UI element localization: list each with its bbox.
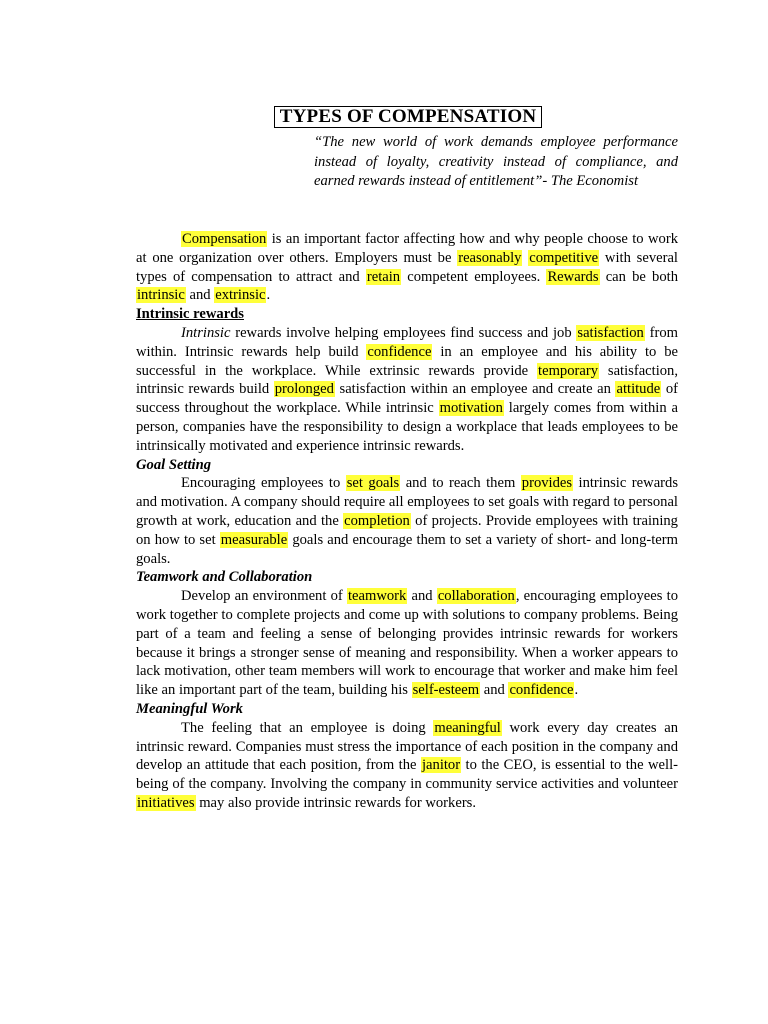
intro-paragraph: Compensation is an important factor affecting how and why people choose to work at one organization over others. Employers must be reasonably competitive with several types of compensation to attract and retain competent employees. Rewards can be both intrinsic and extrinsic. — [136, 231, 678, 304]
highlight: prolonged — [274, 381, 334, 398]
subheading-goal-setting: Goal Setting — [136, 456, 212, 473]
highlight: attitude — [616, 381, 661, 398]
highlight: motivation — [439, 400, 503, 417]
highlight: collaboration — [437, 588, 515, 605]
goal-paragraph: Encouraging employees to set goals and to reach them provides intrinsic rewards and motivation. A company should require all employees to set goals with regard to personal growth at work, education and the completion of projects. Provide employees with training on how to set measurable goals and encourage them to set a variety of short- and long-term goals. — [136, 475, 679, 567]
highlight: meaningful — [434, 719, 501, 736]
highlight: Rewards — [547, 268, 599, 285]
meaningful-paragraph: The feeling that an employee is doing meaningful work every day creates an intrinsic reward. Companies must stress the importance of each position in the company and develop an attitude that each position, from the janitor to the CEO, is essential to the well-being of the company. Involving the company in community service activities and volunteer initiatives may also provide intrinsic rewards for workers. — [136, 719, 679, 811]
document-body — [136, 230, 678, 813]
highlight: provides — [521, 475, 573, 492]
subheading-teamwork: Teamwork and Collaboration — [136, 569, 313, 586]
highlight: completion — [344, 512, 410, 529]
highlight: extrinsic — [215, 287, 266, 304]
highlight: competitive — [529, 249, 599, 266]
highlight: initiatives — [137, 794, 195, 811]
highlight: satisfaction — [577, 324, 644, 341]
highlight: confidence — [509, 682, 574, 699]
document-title: TYPES OF COMPENSATION — [274, 106, 542, 128]
highlight: teamwork — [347, 588, 407, 605]
highlight: confidence — [367, 343, 432, 360]
highlight: reasonably — [458, 249, 522, 266]
subheading-meaningful-work: Meaningful Work — [136, 700, 243, 717]
highlight: self-esteem — [412, 682, 480, 699]
highlight: set goals — [346, 475, 400, 492]
intrinsic-paragraph: Intrinsic rewards involve helping employees find success and job satisfaction from within. Intrinsic rewards help build confidence in an employee and his ability to be successful in the workplace. While extrinsic rewards provide temporary satisfaction, intrinsic rewards build prolonged satisfaction within an employee and create an attitude of success throughout the workplace. While intrinsic motivation largely comes from within a person, companies have the responsibility to design a workplace that leads employees to be intrinsically motivated and experience intrinsic rewards. — [136, 324, 679, 454]
highlight: intrinsic — [137, 287, 185, 304]
section-heading-intrinsic: Intrinsic rewards — [136, 306, 244, 323]
epigraph-quote: “The new world of work demands employee performance instead of loyalty, creativity instead of compliance, and earned rewards instead of entitlement”- The Economist — [314, 134, 678, 190]
highlight: temporary — [538, 362, 599, 379]
teamwork-paragraph: Develop an environment of teamwork and collaboration, encouraging employees to work together to complete projects and come up with solutions to company problems. Being part of a team and feeling a sense of belonging provides intrinsic rewards for workers because it brings a stronger sense of meaning and responsibility. When a worker appears to lack motivation, other team members will work to encourage that worker and make him feel like an important part of the team, building his self-esteem and confidence. — [136, 588, 678, 699]
highlight: measurable — [220, 531, 288, 548]
highlight: janitor — [421, 757, 461, 774]
highlight: retain — [366, 268, 401, 285]
highlight: Compensation — [182, 231, 267, 247]
